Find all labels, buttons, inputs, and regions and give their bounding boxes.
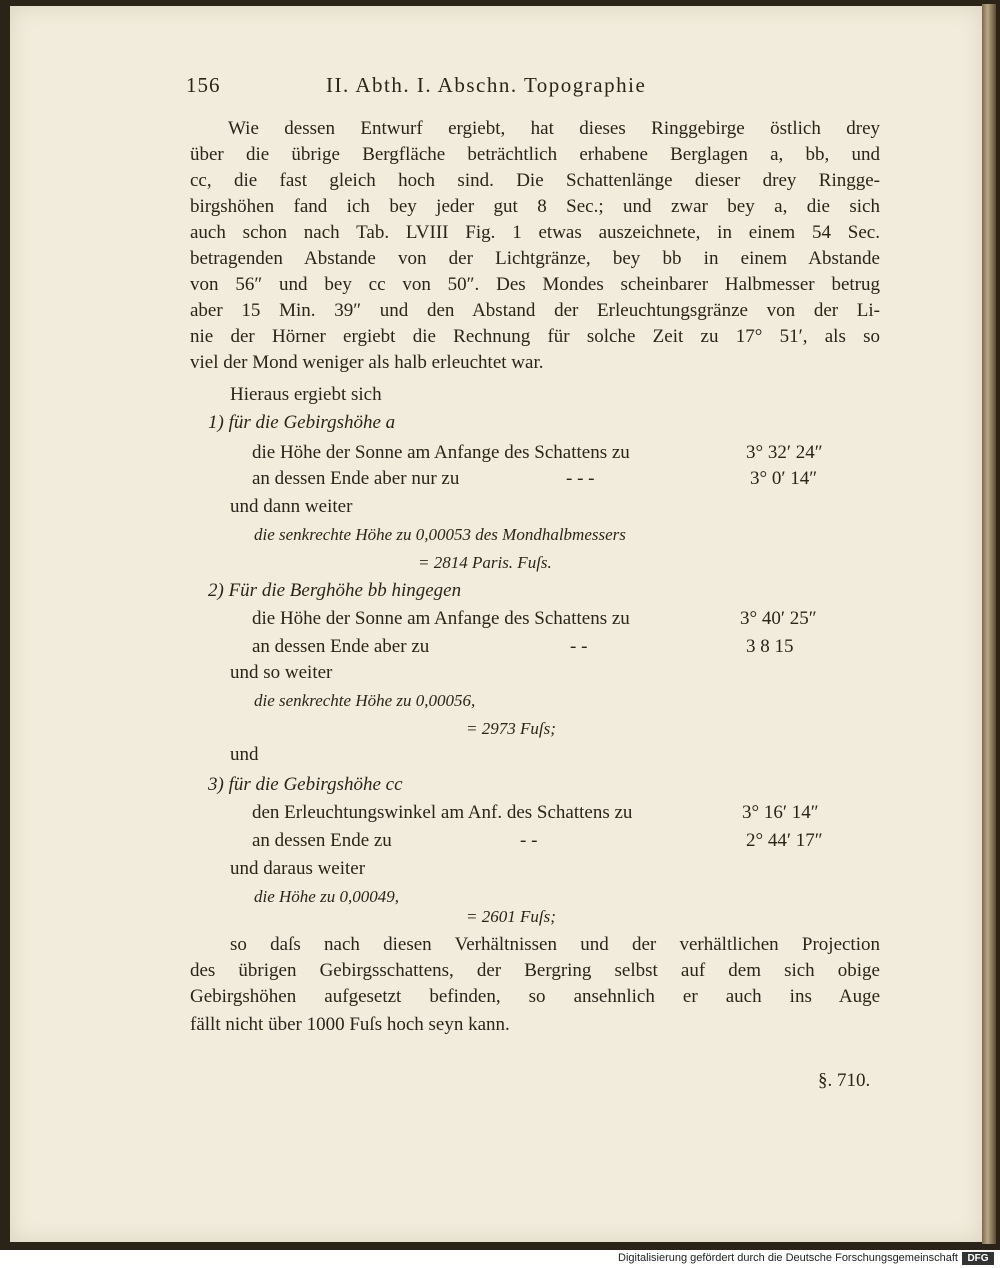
section-1-line-2: an dessen Ende aber nur zu bbox=[252, 468, 460, 489]
paragraph-2-line-3: Gebirgshöhen aufgesetzt befinden, so ansehnlich er auch ins Auge bbox=[190, 986, 880, 1007]
paragraph-1-line-6: betragenden Abstande von der Lichtgränze, bey bb in einem Abstande bbox=[190, 248, 880, 269]
section-1-value-2: 3° 0′ 14″ bbox=[750, 468, 818, 489]
section-3-line-1: den Erleuchtungswinkel am Anf. des Schattens zu bbox=[252, 802, 633, 823]
section-2-value-2: 3 8 15 bbox=[746, 636, 794, 657]
section-3-heading: 3) für die Gebirgshöhe cc bbox=[208, 774, 403, 795]
section-3-line-4: die Höhe zu 0,00049, bbox=[254, 887, 399, 906]
section-1-line-3: und dann weiter bbox=[230, 496, 353, 517]
section-2-heading: 2) Für die Berghöhe bb hingegen bbox=[208, 580, 462, 601]
section-3-value-2: 2° 44′ 17″ bbox=[746, 830, 823, 851]
section-1-line-5: = 2814 Paris. Fuſs. bbox=[418, 553, 552, 572]
section-2-line-3: und so weiter bbox=[230, 662, 333, 683]
und-line: und bbox=[230, 744, 259, 765]
catchword: §. 710. bbox=[818, 1070, 871, 1091]
section-1-line-1: die Höhe der Sonne am Anfange des Schattens zu bbox=[252, 442, 630, 463]
section-2-line-2: an dessen Ende aber zu bbox=[252, 636, 430, 657]
section-3-line-3: und daraus weiter bbox=[230, 858, 366, 879]
paragraph-1-line-2: über die übrige Bergfläche beträchtlich erhabene Berglagen a, bb, und bbox=[190, 144, 880, 165]
hieraus-line: Hieraus ergiebt sich bbox=[230, 384, 382, 405]
section-1-value-1: 3° 32′ 24″ bbox=[746, 442, 823, 463]
paragraph-2-line-4: fällt nicht über 1000 Fuſs hoch seyn kann. bbox=[190, 1014, 510, 1035]
footer-credit: Digitalisierung gefördert durch die Deutsche Forschungsgemeinschaft bbox=[618, 1252, 958, 1264]
paragraph-1-line-10: viel der Mond weniger als halb erleuchtet war. bbox=[190, 352, 544, 373]
section-2-dashes-2: - - bbox=[570, 636, 588, 657]
running-title: II. Abth. I. Abschn. Topographie bbox=[326, 73, 647, 97]
section-3-value-1: 3° 16′ 14″ bbox=[742, 802, 819, 823]
paragraph-1-line-4: birgshöhen fand ich bey jeder gut 8 Sec.; und zwar bey a, die sich bbox=[190, 196, 880, 217]
section-2-line-4: die senkrechte Höhe zu 0,00056, bbox=[254, 691, 476, 710]
paragraph-1-line-3: cc, die fast gleich hoch sind. Die Schattenlänge dieser drey Ringge- bbox=[190, 170, 880, 191]
paragraph-1-line-9: nie der Hörner ergiebt die Rechnung für solche Zeit zu 17° 51′, als so bbox=[190, 326, 880, 347]
paragraph-1-line-1: Wie dessen Entwurf ergiebt, hat dieses Ringgebirge östlich drey bbox=[228, 118, 880, 139]
page-edge bbox=[982, 4, 996, 1244]
section-1-heading: 1) für die Gebirgshöhe a bbox=[208, 412, 396, 433]
paragraph-2-line-1: so daſs nach diesen Verhältnissen und der verhältlichen Projection bbox=[230, 934, 880, 955]
section-3-line-2: an dessen Ende zu bbox=[252, 830, 392, 851]
section-2-line-5: = 2973 Fuſs; bbox=[466, 719, 556, 738]
section-3-line-5: = 2601 Fuſs; bbox=[466, 907, 556, 926]
section-2-line-1: die Höhe der Sonne am Anfange des Schattens zu bbox=[252, 608, 630, 629]
paragraph-1-line-7: von 56″ und bey cc von 50″. Des Mondes scheinbarer Halbmesser betrug bbox=[190, 274, 880, 295]
paragraph-1-line-8: aber 15 Min. 39″ und den Abstand der Erleuchtungsgränze von der Li- bbox=[190, 300, 880, 321]
paragraph-1-line-5: auch schon nach Tab. LVIII Fig. 1 etwas auszeichnete, in einem 54 Sec. bbox=[190, 222, 880, 243]
section-3-dashes-2: - - bbox=[520, 830, 538, 851]
section-2-value-1: 3° 40′ 25″ bbox=[740, 608, 817, 629]
section-1-dashes-2: - - - bbox=[566, 468, 595, 489]
section-1-line-4: die senkrechte Höhe zu 0,00053 des Mondhalbmessers bbox=[254, 525, 626, 544]
paragraph-2-line-2: des übrigen Gebirgsschattens, der Bergring selbst auf dem sich obige bbox=[190, 960, 880, 981]
dfg-logo-icon: DFG bbox=[962, 1252, 994, 1265]
page-number: 156 bbox=[186, 73, 221, 97]
